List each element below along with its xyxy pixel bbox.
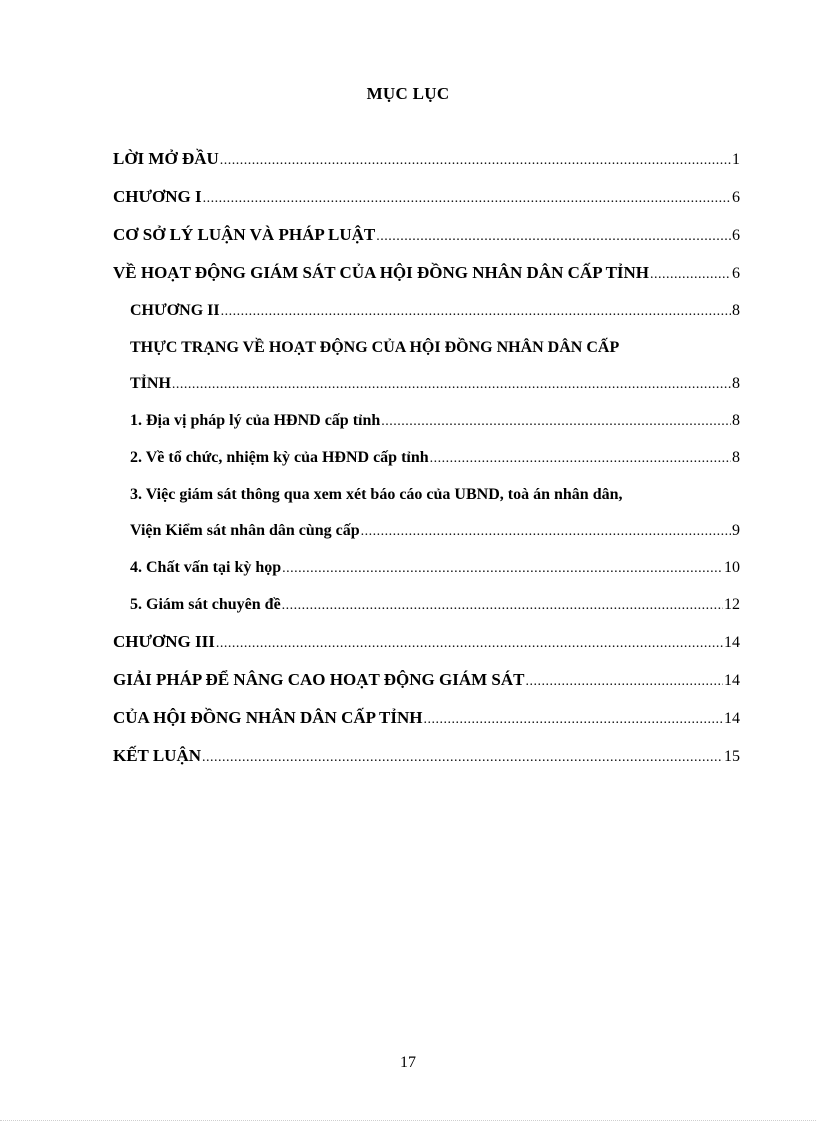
toc-entry[interactable] [113, 186, 740, 210]
toc-entry-title: 2. Về tổ chức, nhiệm kỳ của HĐND cấp tỉnh [130, 449, 429, 466]
toc-entry-line [113, 707, 740, 731]
toc-entry[interactable] [113, 484, 740, 543]
toc-entry-title: CHƯƠNG I [113, 187, 202, 206]
toc-entry-title: CHƯƠNG III [113, 632, 215, 651]
toc-entry-page-number: 9 [732, 522, 740, 539]
toc-entry-title: KẾT LUẬN [113, 746, 202, 765]
toc-entry-line [130, 594, 740, 617]
toc-entry-title: CƠ SỞ LÝ LUẬN VÀ PHÁP LUẬT [113, 225, 376, 244]
toc-entry[interactable] [113, 410, 740, 433]
toc-entry[interactable] [113, 447, 740, 470]
toc-entry-line [113, 148, 740, 172]
toc-leader-dots [526, 671, 724, 693]
toc-leader-dots [424, 709, 724, 731]
toc-entry-page-number: 14 [724, 710, 740, 727]
toc-entry-line [130, 557, 740, 580]
page-number: 17 [400, 1054, 416, 1071]
toc-entry[interactable] [113, 594, 740, 617]
toc-entry-title: LỜI MỞ ĐẦU [113, 149, 219, 168]
toc-entry-title: 5. Giám sát chuyên đề [130, 596, 281, 613]
toc-entry[interactable] [113, 745, 740, 769]
toc-entry-page-number: 14 [724, 634, 740, 651]
toc-entry-page-number: 8 [732, 302, 740, 319]
toc-leader-dots [220, 150, 731, 172]
toc-entry-title: Viện Kiểm sát nhân dân cùng cấp [130, 522, 360, 539]
toc-entry-title: CHƯƠNG II [130, 302, 220, 319]
toc-leader-dots [216, 633, 723, 655]
toc-leader-dots [650, 264, 731, 286]
page-title: MỤC LỤC [366, 84, 450, 103]
toc-leader-dots [282, 595, 723, 617]
toc-entry-line [113, 745, 740, 769]
toc-leader-dots [221, 301, 731, 323]
toc-entry[interactable] [113, 669, 740, 693]
toc-entry-line [113, 186, 740, 210]
toc-entry-page-number: 14 [724, 672, 740, 689]
toc-entry-page-number: 15 [724, 748, 740, 765]
toc-entry-title: TỈNH [130, 375, 171, 392]
toc-entry-title-first-line: 3. Việc giám sát thông qua xem xét báo cáo của UBND, toà án nhân dân, [130, 486, 623, 503]
toc-entry-page-number: 12 [724, 596, 740, 613]
toc-entry[interactable] [113, 631, 740, 655]
toc-entry[interactable] [113, 557, 740, 580]
toc-entry-title: GIẢI PHÁP ĐỂ NÂNG CAO HOẠT ĐỘNG GIÁM SÁT [113, 670, 525, 689]
toc-entry-page-number: 6 [732, 227, 740, 244]
toc-entry-title-first-line: THỰC TRẠNG VỀ HOẠT ĐỘNG CỦA HỘI ĐỒNG NHÂN DÂN CẤP [130, 339, 620, 356]
toc-leader-dots [381, 411, 731, 433]
toc-entry-line [130, 520, 740, 543]
toc-entry[interactable] [113, 300, 740, 323]
toc-leader-dots [172, 374, 731, 396]
toc-entry-line [130, 447, 740, 470]
toc-entry-line [113, 669, 740, 693]
toc-entry-page-number: 8 [732, 449, 740, 466]
toc-leader-dots [202, 747, 723, 769]
toc-entry-page-number: 8 [732, 375, 740, 392]
toc-entry[interactable] [113, 262, 740, 286]
page-bottom-divider [0, 1120, 816, 1121]
toc-entry-title: VỀ HOẠT ĐỘNG GIÁM SÁT CỦA HỘI ĐỒNG NHÂN DÂN CẤP TỈNH [113, 263, 650, 282]
toc-leader-dots [203, 188, 731, 210]
toc-entry-line [113, 262, 740, 286]
toc-entry-page-number: 10 [724, 559, 740, 576]
toc-leader-dots [430, 448, 731, 470]
toc-entry-title: CỦA HỘI ĐỒNG NHÂN DÂN CẤP TỈNH [113, 708, 423, 727]
toc-entry-title: 1. Địa vị pháp lý của HĐND cấp tỉnh [130, 412, 381, 429]
toc-entry-page-number: 8 [732, 412, 740, 429]
toc-entry-line [113, 631, 740, 655]
toc-entry-line [113, 224, 740, 248]
toc-entry-line [130, 300, 740, 323]
toc-entry-page-number: 6 [732, 265, 740, 282]
toc-entry[interactable] [113, 337, 740, 396]
toc-entry[interactable] [113, 224, 740, 248]
table-of-contents [113, 148, 740, 783]
toc-entry-page-number: 1 [732, 151, 740, 168]
toc-entry-line [130, 410, 740, 433]
toc-leader-dots [361, 521, 731, 543]
toc-entry-title: 4. Chất vấn tại kỳ họp [130, 559, 282, 576]
toc-leader-dots [376, 226, 731, 248]
toc-entry-line [130, 373, 740, 396]
toc-leader-dots [282, 558, 723, 580]
toc-entry[interactable] [113, 707, 740, 731]
toc-entry[interactable] [113, 148, 740, 172]
toc-entry-page-number: 6 [732, 189, 740, 206]
